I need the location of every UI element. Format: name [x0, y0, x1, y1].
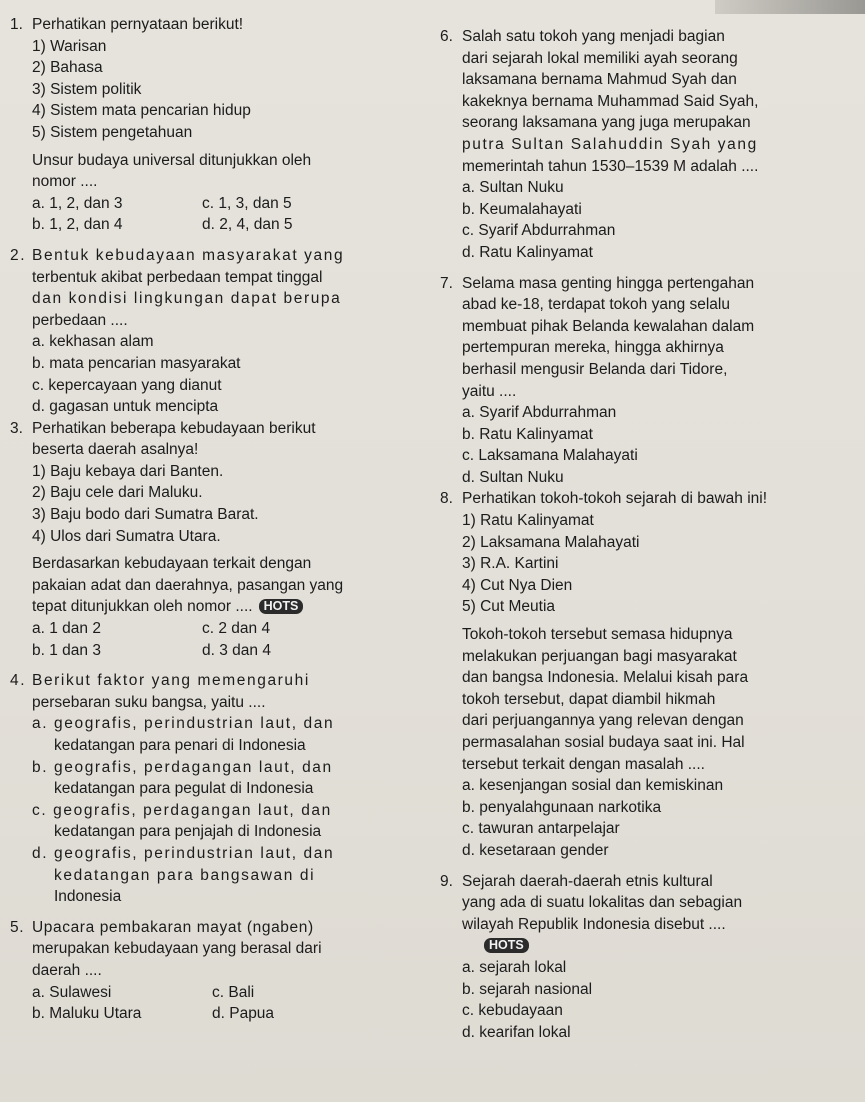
list-item: 4) Cut Nya Dien — [462, 576, 573, 594]
option-b[interactable]: b. Ratu Kalinyamat — [462, 425, 593, 443]
question-number: 5. — [10, 918, 25, 936]
list-item: 3) Baju bodo dari Sumatra Barat. — [32, 506, 259, 524]
list-item: 4) Ulos dari Sumatra Utara. — [32, 527, 221, 545]
option-d[interactable]: d. gagasan untuk mencipta — [32, 398, 219, 416]
question-4 — [10, 670, 430, 908]
option-c[interactable]: c. Bali — [212, 983, 255, 1001]
question-number: 2. — [10, 246, 27, 264]
question-prompt: pakaian adat dan daerahnya, pasangan yang — [32, 576, 344, 594]
answer-options — [440, 957, 858, 1043]
question-stem-line: yang ada di suatu lokalitas dan sebagian — [462, 894, 743, 912]
question-number: 6. — [440, 28, 453, 45]
question-stem: Upacara pembakaran mayat (ngaben) — [32, 918, 314, 936]
option-c[interactable]: c. 1, 3, dan 5 — [202, 194, 292, 212]
option-d[interactable]: d. 2, 4, dan 5 — [202, 216, 293, 234]
question-stem-line: dari sejarah lokal memiliki ayah seorang — [462, 49, 738, 67]
option-d[interactable]: d. Ratu Kalinyamat — [462, 243, 593, 261]
question-number: 3. — [10, 419, 23, 437]
question-stem: Selama masa genting hingga pertengahan — [462, 274, 755, 292]
question-prompt: tepat ditunjukkan oleh nomor .... — [32, 598, 253, 616]
question-6 — [440, 26, 858, 264]
question-stem: Salah satu tokoh yang menjadi bagian — [462, 28, 725, 45]
question-prompt: Tokoh-tokoh tersebut semasa hidupnya — [462, 626, 733, 644]
option-a[interactable]: a. 1 dan 2 — [32, 620, 101, 638]
list-item: 4) Sistem mata pencarian hidup — [32, 102, 251, 120]
question-stem-line: putra Sultan Salahuddin Syah yang — [462, 135, 758, 153]
question-number: 1. — [10, 16, 23, 33]
list-item: 2) Baju cele dari Maluku. — [32, 484, 203, 502]
question-prompt: melakukan perjuangan bagi masyarakat — [462, 647, 737, 665]
option-c[interactable]: c. 2 dan 4 — [202, 620, 271, 638]
question-prompt: nomor .... — [32, 173, 98, 191]
answer-options — [440, 775, 858, 861]
question-stem: Berikut faktor yang memengaruhi — [32, 672, 310, 690]
question-stem: Perhatikan beberapa kebudayaan berikut — [32, 419, 316, 437]
option-d[interactable]: d. geografis, perindustrian laut, dan kedatangan para bangsawan di Indonesia — [32, 844, 335, 906]
option-d[interactable]: d. Papua — [212, 1005, 275, 1023]
question-stem-line: wilayah Republik Indonesia disebut .... — [462, 915, 726, 933]
list-item: 5) Cut Meutia — [462, 598, 556, 616]
right-column — [440, 14, 858, 1043]
option-b[interactable]: b. geografis, perdagangan laut, dan kedatangan para pegulat di Indonesia — [32, 758, 333, 798]
question-stem-line: kakeknya bernama Muhammad Said Syah, — [462, 92, 759, 110]
answer-options — [10, 713, 430, 907]
option-c[interactable]: c. kebudayaan — [462, 1002, 563, 1020]
option-a[interactable]: a. Sulawesi — [32, 983, 112, 1001]
option-b[interactable]: b. sejarah nasional — [462, 980, 593, 998]
answer-options — [10, 618, 430, 661]
question-number: 7. — [440, 274, 453, 292]
option-b[interactable]: b. 1 dan 3 — [32, 641, 101, 659]
question-5 — [10, 917, 430, 1025]
option-c[interactable]: c. kepercayaan yang dianut — [32, 376, 222, 394]
option-b[interactable]: b. Maluku Utara — [32, 1005, 142, 1023]
question-stem-line: pertempuran mereka, hingga akhirnya — [462, 339, 724, 357]
option-a[interactable]: a. Sultan Nuku — [462, 179, 564, 197]
question-prompt: tokoh tersebut, dapat diambil hikmah — [462, 690, 716, 708]
option-a[interactable]: a. 1, 2, dan 3 — [32, 194, 123, 212]
question-number: 9. — [440, 872, 453, 890]
option-a[interactable]: a. kekhasan alam — [32, 333, 154, 351]
option-d[interactable]: d. 3 dan 4 — [202, 641, 271, 659]
option-c[interactable]: c. Syarif Abdurrahman — [462, 222, 616, 240]
hots-badge: HOTS — [259, 599, 304, 614]
page-corner-shadow — [715, 0, 865, 14]
question-stem-line: yaitu .... — [462, 382, 517, 400]
hots-badge: HOTS — [484, 938, 529, 953]
option-b[interactable]: b. penyalahgunaan narkotika — [462, 798, 662, 816]
option-c[interactable]: c. Laksamana Malahayati — [462, 447, 638, 465]
question-stem-line: terbentuk akibat perbedaan tempat tinggal — [32, 268, 323, 286]
answer-options — [440, 177, 858, 263]
question-number: 4. — [10, 672, 27, 690]
question-2 — [10, 245, 430, 418]
question-stem-line: berhasil mengusir Belanda dari Tidore, — [462, 360, 728, 378]
question-prompt: dari perjuangannya yang relevan dengan — [462, 712, 744, 730]
question-1 — [10, 14, 430, 236]
list-item: 1) Warisan — [32, 37, 107, 55]
question-3 — [10, 418, 430, 662]
list-item: 1) Baju kebaya dari Banten. — [32, 462, 224, 480]
question-number: 8. — [440, 490, 453, 508]
answer-options — [440, 402, 858, 488]
list-item: 2) Laksamana Malahayati — [462, 533, 640, 551]
option-a[interactable]: a. Syarif Abdurrahman — [462, 404, 617, 422]
option-d[interactable]: d. kesetaraan gender — [462, 841, 609, 859]
question-stem-line: daerah .... — [32, 961, 102, 979]
list-item: 1) Ratu Kalinyamat — [462, 512, 594, 530]
list-item: 5) Sistem pengetahuan — [32, 123, 193, 141]
question-prompt: Unsur budaya universal ditunjukkan oleh — [32, 151, 312, 169]
question-8 — [440, 488, 858, 861]
option-a[interactable]: a. kesenjangan sosial dan kemiskinan — [462, 777, 724, 795]
question-stem-line: memerintah tahun 1530–1539 M adalah .... — [462, 157, 759, 175]
question-stem-line: dan kondisi lingkungan dapat berupa — [32, 290, 342, 308]
option-b[interactable]: b. mata pencarian masyarakat — [32, 354, 241, 372]
question-7 — [440, 273, 858, 489]
option-a[interactable]: a. geografis, perindustrian laut, dan kedatangan para penari di Indonesia — [32, 715, 335, 754]
list-item: 3) Sistem politik — [32, 80, 142, 98]
question-stem-line: perbedaan .... — [32, 311, 128, 329]
option-d[interactable]: d. Sultan Nuku — [462, 468, 564, 486]
option-c[interactable]: c. geografis, perdagangan laut, dan kedatangan para penjajah di Indonesia — [32, 801, 332, 841]
answer-options — [10, 193, 430, 236]
question-prompt: Berdasarkan kebudayaan terkait dengan — [32, 555, 312, 573]
question-stem: Bentuk kebudayaan masyarakat yang — [32, 246, 345, 264]
option-b[interactable]: b. Keumalahayati — [462, 200, 582, 218]
question-9 — [440, 871, 858, 1044]
option-c[interactable]: c. tawuran antarpelajar — [462, 820, 620, 838]
question-stem-line: seorang laksamana yang juga merupakan — [462, 114, 751, 132]
answer-options — [10, 331, 430, 417]
question-stem-line: persebaran suku bangsa, yaitu .... — [32, 693, 266, 711]
question-stem-line: membuat pihak Belanda kewalahan dalam — [462, 317, 755, 335]
question-prompt: tersebut terkait dengan masalah .... — [462, 755, 705, 773]
option-b[interactable]: b. 1, 2, dan 4 — [32, 216, 123, 234]
list-item: 3) R.A. Kartini — [462, 555, 559, 573]
question-stem: Perhatikan pernyataan berikut! — [32, 16, 244, 33]
list-item: 2) Bahasa — [32, 59, 103, 77]
question-stem-line: merupakan kebudayaan yang berasal dari — [32, 940, 322, 958]
left-column — [10, 14, 430, 1025]
option-d[interactable]: d. kearifan lokal — [462, 1023, 571, 1041]
question-stem-line: abad ke-18, terdapat tokoh yang selalu — [462, 296, 730, 314]
question-prompt: permasalahan sosial budaya saat ini. Hal — [462, 734, 745, 751]
question-stem: Perhatikan tokoh-tokoh sejarah di bawah ini! — [462, 490, 768, 508]
question-prompt: dan bangsa Indonesia. Melalui kisah para — [462, 669, 749, 687]
answer-options — [10, 982, 430, 1025]
question-stem-line: beserta daerah asalnya! — [32, 441, 199, 459]
option-a[interactable]: a. sejarah lokal — [462, 958, 567, 976]
question-stem-line: laksamana bernama Mahmud Syah dan — [462, 71, 737, 89]
question-stem: Sejarah daerah-daerah etnis kultural — [462, 872, 713, 890]
